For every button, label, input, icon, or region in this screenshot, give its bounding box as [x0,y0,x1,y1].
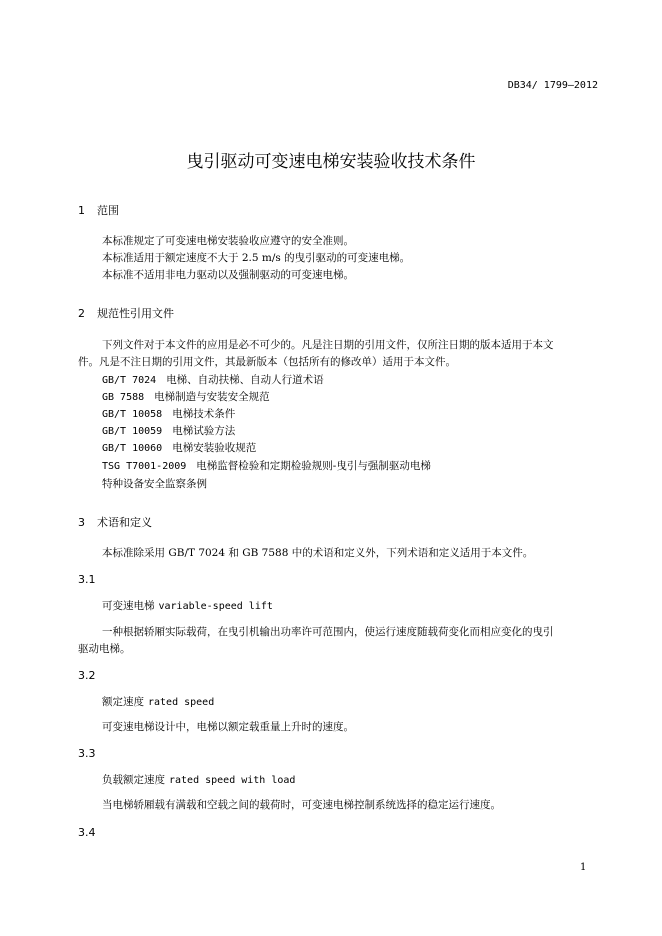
reference-item [102,406,235,421]
page-title: 曳引驱动可变速电梯安装验收技术条件 [186,152,476,172]
reference-item [102,440,256,455]
term-cn: 负载额定速度 [102,774,165,786]
term-en: rated speed with load [169,775,296,786]
term-heading [102,598,273,613]
reference-item [102,389,270,404]
section-3-heading [78,514,152,530]
term-heading [102,772,295,787]
term-definition: 一种根据轿厢实际载荷，在曳引机输出功率许可范围内，使运行速度随载荷变化而相应变化的曳引 [102,626,554,638]
reference-title: 电梯监督检验和定期检验规则-曳引与强制驱动电梯 [196,460,431,472]
section-number: 3 [78,516,85,529]
section-title: 范围 [97,204,119,217]
reference-title: 电梯制造与安装安全规范 [154,391,270,403]
reference-title: 电梯安装验收规范 [172,442,257,454]
term-number: 3.1 [78,573,96,586]
reference-item [102,458,431,473]
section-title: 术语和定义 [97,516,152,529]
reference-item [102,476,207,491]
reference-item [102,423,235,438]
term-cn: 额定速度 [102,696,144,708]
reference-title: 电梯试验方法 [172,425,236,437]
term-definition: 当电梯轿厢载有满载和空载之间的载荷时，可变速电梯控制系统选择的稳定运行速度。 [102,799,501,811]
paragraph: 下列文件对于本文件的应用是必不可少的。凡是注日期的引用文件，仅所注日期的版本适用于本文 [102,339,554,351]
section-number: 2 [78,307,85,320]
section-title: 规范性引用文件 [97,307,174,320]
section-number: 1 [78,204,85,217]
term-number: 3.2 [78,669,96,682]
term-number: 3.4 [78,826,96,839]
reference-code: GB/T 10060 [102,443,163,454]
reference-code: GB/T 10058 [102,409,163,420]
section-2-heading [78,305,174,321]
term-cn: 可变速电梯 [102,600,155,612]
reference-code: GB/T 10059 [102,426,163,437]
term-definition: 可变速电梯设计中，电梯以额定载重量上升时的速度。 [102,721,354,733]
reference-code: TSG T7001-2009 [102,461,187,472]
reference-code: GB 7588 [102,392,145,403]
term-en: rated speed [148,697,215,708]
doc-code: DB34/ 1799—2012 [507,80,598,91]
reference-title: 电梯、自动扶梯、自动人行道术语 [166,374,324,386]
paragraph: 本标准适用于额定速度不大于 2.5 m/s 的曳引驱动的可变速电梯。 [102,252,411,264]
reference-title: 电梯技术条件 [172,408,236,420]
term-number: 3.3 [78,747,96,760]
term-en: variable-speed lift [158,601,273,612]
paragraph: 本标准除采用 GB/T 7024 和 GB 7588 中的术语和定义外，下列术语和定义适用于本文件。 [102,547,534,559]
paragraph: 件。凡是不注日期的引用文件，其最新版本（包括所有的修改单）适用于本文件。 [78,356,456,368]
section-1-heading [78,202,119,218]
reference-title: 特种设备安全监察条例 [102,478,207,490]
paragraph: 本标准不适用非电力驱动以及强制驱动的可变速电梯。 [102,269,354,281]
page-number: 1 [580,862,587,873]
reference-code: GB/T 7024 [102,375,157,386]
reference-item [102,372,324,387]
term-definition: 驱动电梯。 [78,643,131,655]
paragraph: 本标准规定了可变速电梯安装验收应遵守的安全准则。 [102,235,354,247]
term-heading [102,694,214,709]
